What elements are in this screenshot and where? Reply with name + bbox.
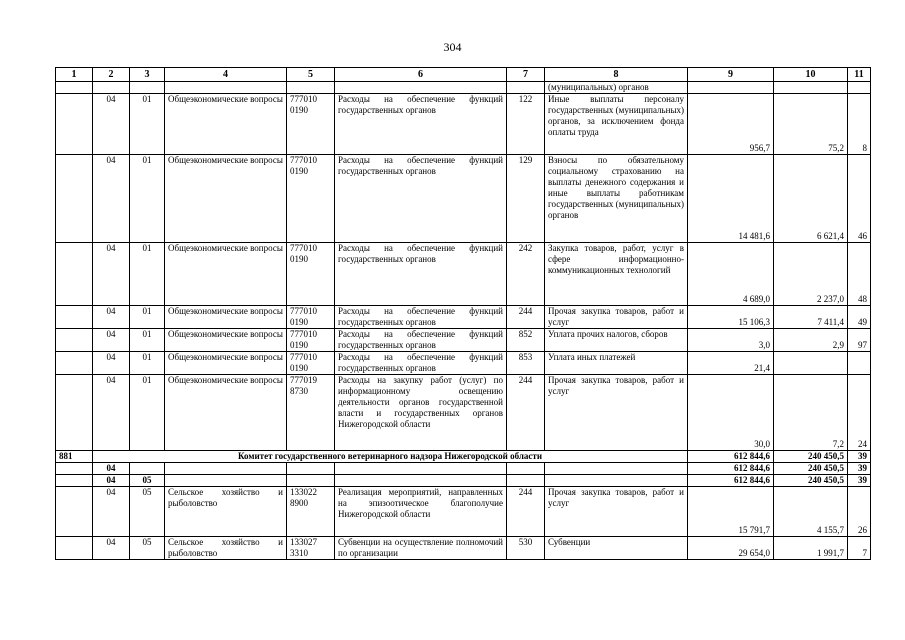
- column-header: 3: [130, 68, 165, 82]
- table-row: [56, 243, 871, 306]
- subsection-cell: 01: [130, 243, 165, 306]
- subsection-name-cell: Сельское хозяйство и рыболовство: [165, 487, 287, 537]
- subsection-cell: 01: [130, 352, 165, 375]
- target-article-name-cell: Расходы на обеспечение функций государственных органов: [335, 329, 507, 352]
- subsection-cell: 05: [130, 475, 165, 487]
- actual-value-cell: 2 237,0: [774, 243, 848, 306]
- column-header: 1: [56, 68, 93, 82]
- target-article-cell: 777010 0190: [287, 155, 335, 243]
- actual-value-cell: 240 450,5: [774, 475, 848, 487]
- expense-type-cell: Уплата прочих налогов, сборов: [545, 329, 688, 352]
- table-row: [56, 82, 871, 94]
- expense-type-cell: Прочая закупка товаров, работ и услуг: [545, 306, 688, 329]
- actual-value-cell: 4 155,7: [774, 487, 848, 537]
- table-row: [56, 537, 871, 560]
- section-cell: 04: [93, 463, 130, 475]
- column-number-header-row: [56, 68, 871, 82]
- subsection-cell: 05: [130, 487, 165, 537]
- section-cell: 04: [93, 329, 130, 352]
- expense-type-code-cell: 852: [507, 329, 545, 352]
- target-article-name-cell: Расходы на обеспечение функций государственных органов: [335, 352, 507, 375]
- actual-value-cell: 240 450,5: [774, 463, 848, 475]
- target-article-name-cell: Расходы на обеспечение функций государственных органов: [335, 243, 507, 306]
- column-header: 6: [335, 68, 507, 82]
- budget-table: [55, 67, 871, 560]
- plan-value-cell: 15 106,3: [688, 306, 774, 329]
- expense-type-cell: Субвенции: [545, 537, 688, 560]
- column-header: 8: [545, 68, 688, 82]
- table-row: [56, 375, 871, 451]
- column-header: 10: [774, 68, 848, 82]
- percent-cell: 8: [848, 94, 871, 155]
- actual-value-cell: 7,2: [774, 375, 848, 451]
- table-row: [56, 352, 871, 375]
- plan-value-cell: 3,0: [688, 329, 774, 352]
- subsection-cell: 01: [130, 375, 165, 451]
- subsection-cell: 01: [130, 306, 165, 329]
- column-header: 4: [165, 68, 287, 82]
- percent-cell: 48: [848, 243, 871, 306]
- subsection-cell: 01: [130, 329, 165, 352]
- percent-cell: 39: [848, 475, 871, 487]
- subsection-total-row: [56, 475, 871, 487]
- page-number: 304: [443, 40, 462, 54]
- percent-cell: 97: [848, 329, 871, 352]
- expense-type-cell: Уплата иных платежей: [545, 352, 688, 375]
- expense-type-cell: Закупка товаров, работ, услуг в сфере информационно-коммуникационных технологий: [545, 243, 688, 306]
- column-header: 11: [848, 68, 871, 82]
- target-article-name-cell: Расходы на обеспечение функций государственных органов: [335, 155, 507, 243]
- section-cell: 04: [93, 243, 130, 306]
- table-row: [56, 487, 871, 537]
- subsection-name-cell: Общеэкономические вопросы: [165, 329, 287, 352]
- subsection-cell: 05: [130, 537, 165, 560]
- subsection-cell: 01: [130, 155, 165, 243]
- section-cell: 04: [93, 94, 130, 155]
- section-total-row: [56, 463, 871, 475]
- committee-code-cell: 881: [56, 451, 93, 463]
- target-article-cell: 777010 0190: [287, 243, 335, 306]
- column-header: 9: [688, 68, 774, 82]
- plan-value-cell: 612 844,6: [688, 463, 774, 475]
- plan-value-cell: 30,0: [688, 375, 774, 451]
- expense-type-cell: Прочая закупка товаров, работ и услуг: [545, 375, 688, 451]
- plan-value-cell: 4 689,0: [688, 243, 774, 306]
- subsection-name-cell: Сельское хозяйство и рыболовство: [165, 537, 287, 560]
- plan-value-cell: 14 481,6: [688, 155, 774, 243]
- table-row: [56, 94, 871, 155]
- subsection-name-cell: Общеэкономические вопросы: [165, 243, 287, 306]
- target-article-cell: 777010 0190: [287, 352, 335, 375]
- column-header: 5: [287, 68, 335, 82]
- section-cell: 04: [93, 306, 130, 329]
- percent-cell: 39: [848, 451, 871, 463]
- expense-type-cell: Иные выплаты персоналу государственных (муниципальных) органов, за исключением фонда оплаты труда: [545, 94, 688, 155]
- actual-value-cell: 1 991,7: [774, 537, 848, 560]
- subsection-name-cell: Общеэкономические вопросы: [165, 306, 287, 329]
- percent-cell: 24: [848, 375, 871, 451]
- target-article-cell: 777010 0190: [287, 94, 335, 155]
- target-article-cell: 777010 0190: [287, 329, 335, 352]
- subsection-name-cell: Общеэкономические вопросы: [165, 352, 287, 375]
- table-row: [56, 155, 871, 243]
- target-article-name-cell: Расходы на закупку работ (услуг) по информационному освещению деятельности органов государственной власти и государственных органов Нижегородской области: [335, 375, 507, 451]
- expense-type-code-cell: 129: [507, 155, 545, 243]
- section-cell: 04: [93, 352, 130, 375]
- plan-value-cell: 29 654,0: [688, 537, 774, 560]
- plan-value-cell: 956,7: [688, 94, 774, 155]
- section-cell: 04: [93, 475, 130, 487]
- percent-cell: [848, 352, 871, 375]
- subsection-cell: 01: [130, 94, 165, 155]
- expense-type-cell: Прочая закупка товаров, работ и услуг: [545, 487, 688, 537]
- expense-type-code-cell: 244: [507, 306, 545, 329]
- expense-type-code-cell: 244: [507, 487, 545, 537]
- actual-value-cell: 240 450,5: [774, 451, 848, 463]
- target-article-cell: 777019 8730: [287, 375, 335, 451]
- section-cell: 04: [93, 537, 130, 560]
- subsection-name-cell: Общеэкономические вопросы: [165, 94, 287, 155]
- percent-cell: 46: [848, 155, 871, 243]
- target-article-cell: 133027 3310: [287, 537, 335, 560]
- column-header: 7: [507, 68, 545, 82]
- actual-value-cell: 7 411,4: [774, 306, 848, 329]
- target-article-cell: 777010 0190: [287, 306, 335, 329]
- expense-type-code-cell: 122: [507, 94, 545, 155]
- target-article-name-cell: Расходы на обеспечение функций государственных органов: [335, 94, 507, 155]
- expense-type-code-cell: 530: [507, 537, 545, 560]
- target-article-name-cell: Расходы на обеспечение функций государственных органов: [335, 306, 507, 329]
- actual-value-cell: 75,2: [774, 94, 848, 155]
- percent-cell: 49: [848, 306, 871, 329]
- section-cell: 04: [93, 487, 130, 537]
- actual-value-cell: 6 621,4: [774, 155, 848, 243]
- percent-cell: 7: [848, 537, 871, 560]
- committee-title: Комитет государственного ветеринарного надзора Нижегородской области: [93, 451, 688, 463]
- percent-cell: 26: [848, 487, 871, 537]
- actual-value-cell: 2,9: [774, 329, 848, 352]
- actual-value-cell: [774, 352, 848, 375]
- percent-cell: 39: [848, 463, 871, 475]
- subsection-name-cell: Общеэкономические вопросы: [165, 375, 287, 451]
- target-article-name-cell: Реализация мероприятий, направленных на эпизоотическое благополучие Нижегородской области: [335, 487, 507, 537]
- committee-total-row: [56, 451, 871, 463]
- expense-type-cell: Взносы по обязательному социальному страхованию на выплаты денежного содержания и иные выплаты работникам государственных (муниципальных) органов: [545, 155, 688, 243]
- section-cell: 04: [93, 155, 130, 243]
- column-header: 2: [93, 68, 130, 82]
- expense-type-code-cell: 853: [507, 352, 545, 375]
- section-cell: 04: [93, 375, 130, 451]
- subsection-name-cell: Общеэкономические вопросы: [165, 155, 287, 243]
- plan-value-cell: 612 844,6: [688, 451, 774, 463]
- expense-type-code-cell: 244: [507, 375, 545, 451]
- plan-value-cell: 15 791,7: [688, 487, 774, 537]
- target-article-name-cell: Субвенции на осуществление полномочий по организации: [335, 537, 507, 560]
- table-row: [56, 329, 871, 352]
- expense-type-cell: (муниципальных) органов: [545, 82, 688, 94]
- plan-value-cell: 21,4: [688, 352, 774, 375]
- table-row: [56, 306, 871, 329]
- plan-value-cell: 612 844,6: [688, 475, 774, 487]
- target-article-cell: 133022 8900: [287, 487, 335, 537]
- expense-type-code-cell: 242: [507, 243, 545, 306]
